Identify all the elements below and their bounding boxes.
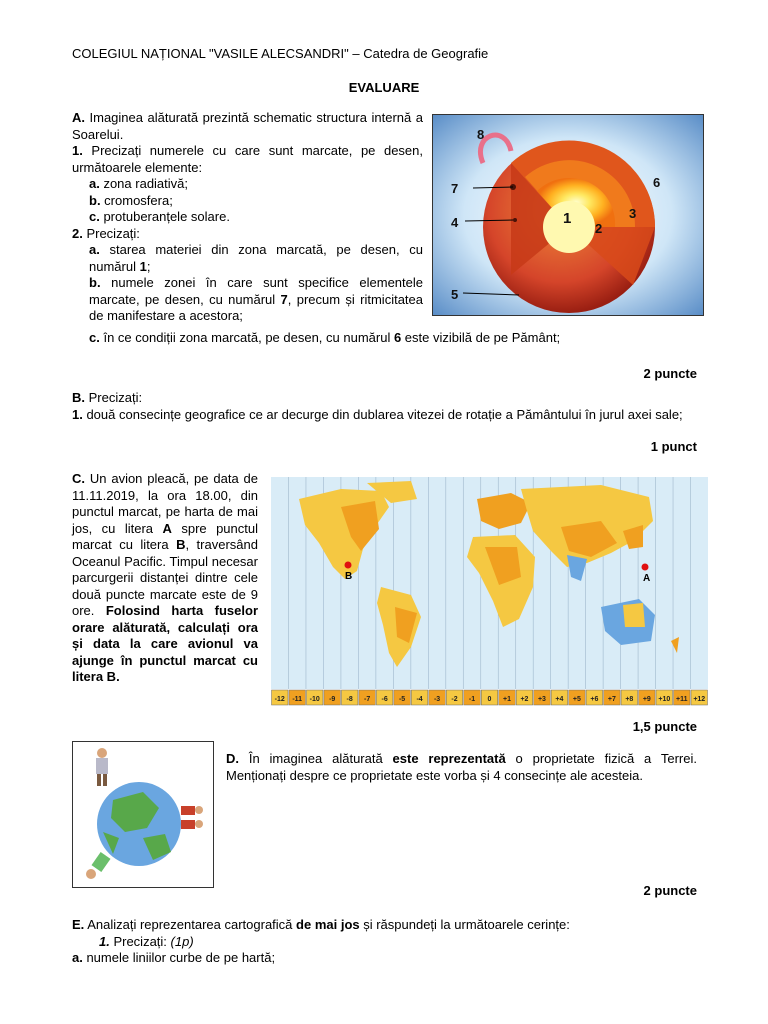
zone-label: -6 (381, 696, 388, 703)
section-a-points: 2 puncte (643, 366, 697, 381)
timezone-bar (272, 690, 708, 705)
earth-figures (73, 742, 213, 887)
zone-label: +3 (537, 696, 546, 703)
zone-label: +10 (658, 696, 671, 703)
section-c-points: 1,5 puncte (632, 719, 697, 734)
person-top (96, 758, 108, 774)
zone-label: 0 (487, 696, 492, 703)
zone-label: +4 (555, 696, 564, 703)
point-b-marker (345, 562, 352, 569)
department-name: Catedra de Geografie (363, 46, 489, 61)
zone-label: -2 (451, 696, 458, 703)
page-title: EVALUARE (348, 80, 420, 95)
label-5: 5 (451, 287, 459, 302)
section-b-text: B. Precizați: 1. două consecințe geografice ce ar decurge din dublarea vitezei de rotație a Pământului în jurul axei sale; (72, 390, 683, 422)
zone-label: -11 (292, 696, 303, 703)
zone-label: +5 (572, 696, 581, 703)
zone-label: -3 (433, 696, 441, 703)
zone-label: +12 (693, 696, 706, 703)
world-timezone-map (271, 477, 708, 707)
label-7: 7 (451, 181, 459, 196)
sun-core (543, 201, 595, 253)
zone-label: -12 (274, 696, 285, 703)
person-right (181, 806, 195, 815)
sun-structure-diagram (432, 114, 704, 316)
time-zones-map (271, 477, 708, 707)
zone-label: +6 (590, 696, 599, 703)
zone-label: +2 (520, 696, 529, 703)
point-a-label: A (643, 573, 651, 584)
zone-label: -9 (329, 696, 336, 703)
school-name: COLEGIUL NAȚIONAL "VASILE ALECSANDRI" (72, 46, 349, 61)
section-e-text: E. Analizați reprezentarea cartografică de mai jos și răspundeți la următoarele cerințe: 1. Precizați: (1p) a. numele liniilor curbe de pe hartă; (72, 917, 570, 965)
section-d-points: 2 puncte (643, 883, 697, 898)
zone-label: +7 (607, 696, 616, 703)
section-b-points: 1 punct (650, 439, 697, 454)
zone-label: +11 (676, 696, 688, 703)
page-header: COLEGIUL NAȚIONAL "VASILE ALECSANDRI" – Catedra de Geografie (72, 46, 489, 61)
zone-label: -7 (364, 696, 371, 703)
sun-illustration (433, 115, 703, 315)
zone-label: -10 (309, 696, 320, 703)
section-c-text: C. Un avion pleacă, pe data de 11.11.2019, la ora 18.00, din punctul marcat, pe harta de mai jos, cu litera A spre punctul marcat cu litera B, traversând Oceanul Pacific. Timpul necesar parcurgerii distanței dintre cele două puncte marcate este de 9 ore. Folosind harta fuselor orare alăturată, calculați ora și data la care avionul va ajunge în punctul marcat cu litera B. (72, 471, 259, 684)
label-2: 2 (595, 221, 603, 236)
section-d-text: D. În imaginea alăturată este reprezentată o proprietate fizică a Terrei. Menționați despre ce proprietate este vorba și 4 consecințe ale acesteia. (226, 751, 697, 783)
section-a-text: A. Imaginea alăturată prezintă schematic structura internă a Soarelui. 1. Precizați numerele cu care sunt marcate, pe desen, următoarele elemente: a. zona radiativă; b. cromosfera; c. protuberanțele solare. 2. Precizați: a. starea materiei din zona marcată, pe desen, cu numărul 1; b. numele zonei în care sunt specifice elementele marcate, pe desen, cu numărul 7, precum și ritmicitatea de manifestare a acestora; (72, 110, 423, 323)
section-a-q2c: c. în ce condiții zona marcată, pe desen, cu numărul 6 este vizibilă de pe Pământ; (89, 330, 561, 345)
label-3: 3 (629, 206, 637, 221)
point-a-marker (642, 564, 649, 571)
label-1: 1 (563, 210, 572, 227)
zone-label: +9 (642, 696, 651, 703)
zone-label: +1 (502, 696, 511, 703)
label-8: 8 (477, 127, 485, 142)
zone-label: -4 (416, 696, 423, 703)
point-b-label: B (345, 571, 353, 582)
zone-label: -5 (398, 696, 406, 703)
zone-label: -8 (346, 696, 353, 703)
zone-label: +8 (625, 696, 634, 703)
label-6: 6 (653, 175, 661, 190)
earth-rotation-illustration (72, 741, 214, 888)
zone-label: -1 (468, 696, 476, 703)
label-4: 4 (451, 215, 459, 230)
